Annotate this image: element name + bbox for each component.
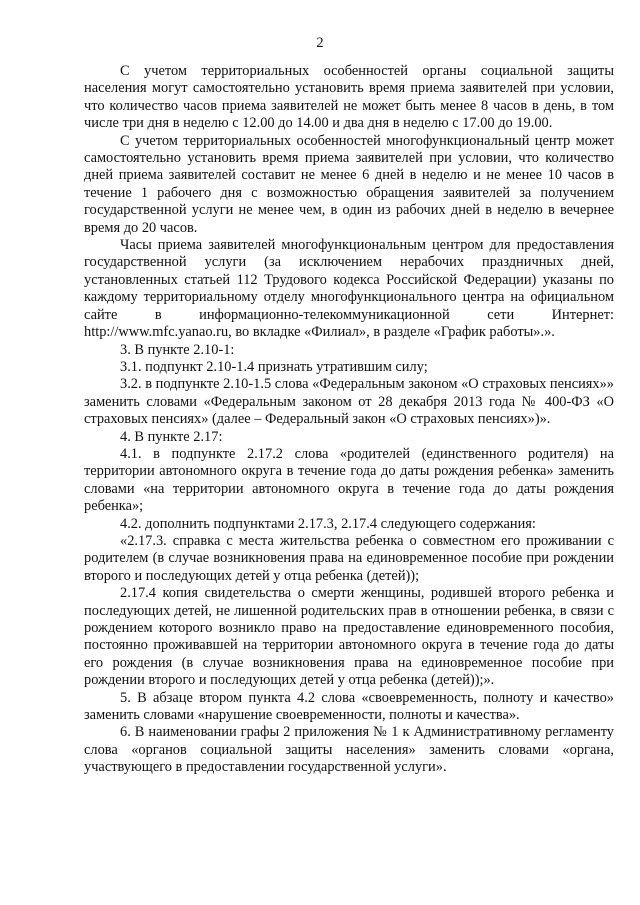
page-number: 2 [316, 35, 324, 51]
paragraph-mfc-hours-website: Часы приема заявителей многофункциональным центром для предоставления государственной услуги (за исключением нерабочих праздничных дней, установленных статьей 112 Трудового кодекса Российской Федерации) указаны по каждому территориальному отделу многофункционального центра на официальном сайте в информационно-телекоммуникационной сети Интернет: http://www.mfc.yanao.ru, во вкладке «Филиал», в разделе «График работы».». [84, 237, 614, 341]
paragraph-item-3-2: 3.2. в подпункте 2.10-1.5 слова «Федеральным законом «О страховых пенсиях»» заменить словами «Федеральным законом от 28 декабря 2013 года № 400-ФЗ «О страховых пенсиях» (далее – Федеральный закон «О страховых пенсиях»)». [84, 376, 614, 428]
paragraph-item-3-1: 3.1. подпункт 2.10-1.4 признать утратившим силу; [120, 358, 428, 375]
paragraph-item-5: 5. В абзаце втором пункта 4.2 слова «своевременность, полноту и качество» заменить словами «нарушение своевременности, полноты и качества». [84, 689, 614, 724]
paragraph-item-2-17-4: 2.17.4 копия свидетельства о смерти женщины, родившей второго ребенка и последующих детей, не лишенной родительских прав в отношении ребенка, в связи с рождением которого возникло право на предоставление единовременного пособия, постоянно проживавшей на территории автономного округа в течение года до даты его рождения (в случае возникновения права на единовременное пособие при рождении второго и последующих детей у отца ребенка (детей));». [84, 585, 614, 689]
document-body [84, 63, 614, 777]
paragraph-reception-hours-mfc: С учетом территориальных особенностей многофункциональный центр может самостоятельно установить время приема заявителей при условии, что количество дней приема заявителей составит не менее 6 дней в неделю и не менее 10 часов в течение 1 рабочего дня с возможностью обращения заявителей за получением государственной услуги не менее чем, в один из рабочих дней в неделю в вечернее время до 20 часов. [84, 132, 614, 236]
paragraph-item-4-1: 4.1. в подпункте 2.17.2 слова «родителей (единственного родителя) на территории автономного округа в течение года до даты рождения ребенка» заменить словами «на территории автономного округа в течение года до даты рождения ребенка»; [84, 445, 614, 515]
paragraph-item-6: 6. В наименовании графы 2 приложения № 1 к Административному регламенту слова «органов социальной защиты населения» заменить словами «органа, участвующего в предоставлении государственной услуги». [84, 724, 614, 776]
paragraph-item-4: 4. В пункте 2.17: [120, 428, 223, 445]
paragraph-item-4-2: 4.2. дополнить подпунктами 2.17.3, 2.17.4 следующего содержания: [120, 515, 536, 532]
paragraph-item-2-17-3: «2.17.3. справка с места жительства ребенка о совместном его проживании с родителем (в случае возникновения права на единовременное пособие при рождении второго и последующих детей у отца ребенка (детей)); [84, 532, 614, 584]
paragraph-reception-hours-social: С учетом территориальных особенностей органы социальной защиты населения могут самостоятельно установить время приема заявителей при условии, что количество часов приема заявителей не может быть менее 8 часов в день, в том числе три дня в неделю с 12.00 до 14.00 и два дня в неделю с 17.00 до 19.00. [84, 63, 614, 132]
paragraph-item-3: 3. В пункте 2.10-1: [120, 341, 235, 358]
